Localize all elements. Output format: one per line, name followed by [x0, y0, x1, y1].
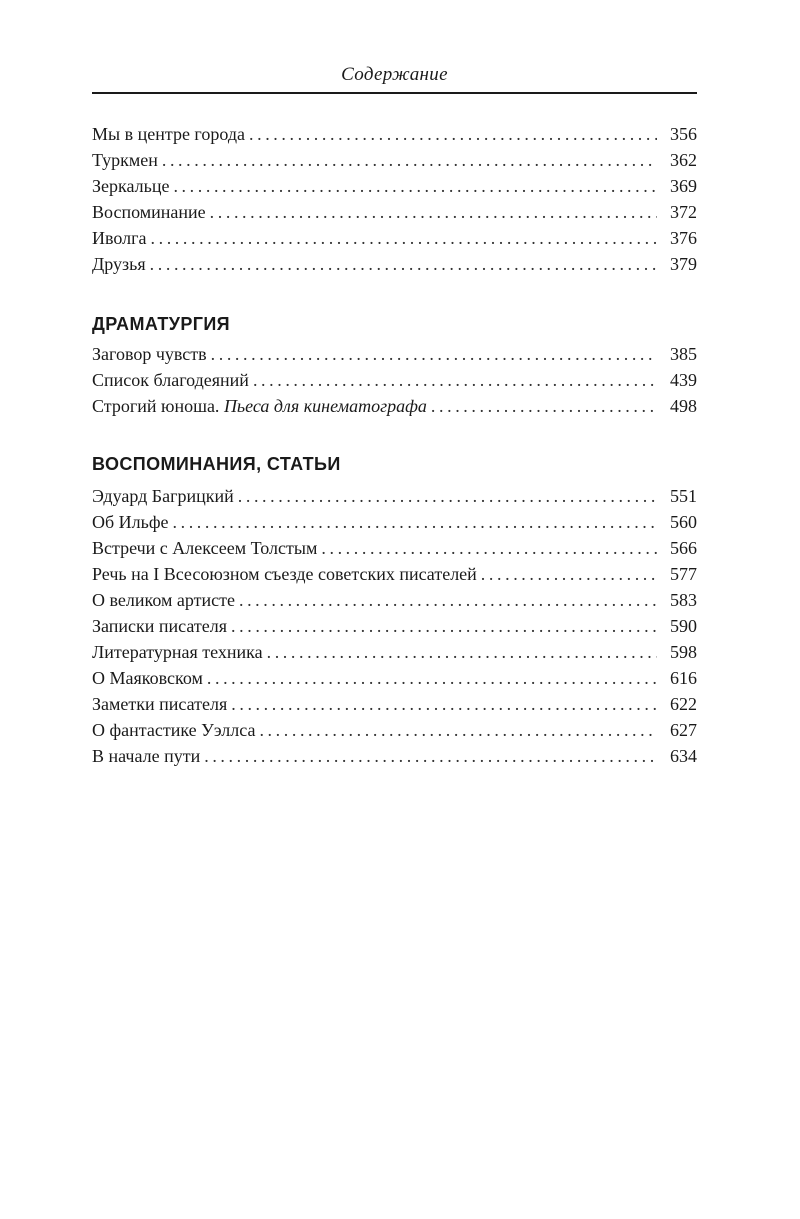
section-heading-drama: ДРАМАТУРГИЯ: [92, 314, 231, 334]
toc-entry-page: 560: [670, 512, 697, 532]
dot-leader: [231, 613, 657, 639]
toc-entry-title: О фантастике Уэллса: [92, 720, 256, 740]
toc-entry-title: Эдуард Багрицкий: [92, 486, 234, 506]
toc-entry-title: Список благодеяний: [92, 370, 249, 390]
toc-entry-title: Встречи с Алексеем Толстым: [92, 538, 318, 558]
toc-entry-title: Воспоминание: [92, 202, 206, 222]
toc-entry[interactable]: [92, 147, 697, 173]
running-head: Содержание: [341, 64, 448, 85]
toc-entry-page: 372: [670, 202, 697, 222]
toc-entry[interactable]: [92, 691, 697, 717]
toc-entry-title: Друзья: [92, 254, 146, 274]
toc-entry-page: 627: [670, 720, 697, 740]
toc-entry-page: 439: [670, 370, 697, 390]
toc-entry-title: О Маяковском: [92, 668, 203, 688]
dot-leader: [210, 199, 657, 225]
toc-entry-page: 379: [670, 254, 697, 274]
toc-list-memoirs: [92, 483, 697, 769]
section-heading-memoirs: ВОСПОМИНАНИЯ, СТАТЬИ: [92, 454, 341, 474]
toc-entry-page: 616: [670, 668, 697, 688]
toc-entry-page: 369: [670, 176, 697, 196]
toc-entry-page: 551: [670, 486, 697, 506]
toc-entry[interactable]: [92, 225, 697, 251]
toc-entry[interactable]: [92, 639, 697, 665]
toc-entry-page: 376: [670, 228, 697, 248]
toc-entry-title: Об Ильфе: [92, 512, 169, 532]
toc-entry[interactable]: [92, 173, 697, 199]
toc-entry-title: Речь на I Всесоюзном съезде советских писателей: [92, 564, 477, 584]
toc-entry-page: 356: [670, 124, 697, 144]
dot-leader: [249, 121, 657, 147]
toc-entry[interactable]: [92, 561, 697, 587]
toc-entry-title: Мы в центре города: [92, 124, 245, 144]
toc-entry[interactable]: [92, 587, 697, 613]
toc-entry-title: В начале пути: [92, 746, 201, 766]
toc-entry[interactable]: [92, 509, 697, 535]
toc-entry[interactable]: [92, 393, 697, 419]
toc-entry[interactable]: [92, 121, 697, 147]
toc-entry-title: Строгий юноша. Пьеса для кинематографа: [92, 396, 427, 416]
toc-entry[interactable]: [92, 483, 697, 509]
toc-entry-title: Туркмен: [92, 150, 158, 170]
toc-entry[interactable]: [92, 535, 697, 561]
toc-entry[interactable]: [92, 341, 697, 367]
toc-entry-subtitle: Пьеса для кинематографа: [223, 396, 427, 416]
toc-entry-page: 577: [670, 564, 697, 584]
dot-leader: [173, 173, 657, 199]
dot-leader: [239, 587, 657, 613]
dot-leader: [431, 393, 657, 419]
dot-leader: [211, 341, 657, 367]
dot-leader: [238, 483, 657, 509]
toc-entry-page: 566: [670, 538, 697, 558]
dot-leader: [204, 743, 657, 769]
dot-leader: [259, 717, 657, 743]
dot-leader: [267, 639, 657, 665]
toc-entry-page: 598: [670, 642, 697, 662]
toc-entry[interactable]: [92, 665, 697, 691]
toc-entry[interactable]: [92, 717, 697, 743]
toc-entry[interactable]: [92, 743, 697, 769]
toc-entry-page: 622: [670, 694, 697, 714]
toc-entry-title: Заметки писателя: [92, 694, 228, 714]
toc-entry[interactable]: [92, 367, 697, 393]
toc-list-stories: [92, 121, 697, 277]
dot-leader: [162, 147, 657, 173]
header-rule: [92, 92, 697, 94]
toc-entry-page: 385: [670, 344, 697, 364]
dot-leader: [207, 665, 657, 691]
toc-entry-page: 498: [670, 396, 697, 416]
toc-entry[interactable]: [92, 613, 697, 639]
toc-entry-title: Записки писателя: [92, 616, 228, 636]
toc-entry-title: Заговор чувств: [92, 344, 207, 364]
toc-list-drama: [92, 341, 697, 419]
dot-leader: [231, 691, 657, 717]
toc-entry-title: Литературная техника: [92, 642, 263, 662]
toc-entry-page: 590: [670, 616, 697, 636]
toc-entry-title: Иволга: [92, 228, 147, 248]
dot-leader: [321, 535, 657, 561]
toc-entry-page: 362: [670, 150, 697, 170]
dot-leader: [481, 561, 657, 587]
toc-entry-title: О великом артисте: [92, 590, 235, 610]
dot-leader: [151, 225, 658, 251]
toc-entry-page: 583: [670, 590, 697, 610]
dot-leader: [253, 367, 657, 393]
toc-entry[interactable]: [92, 199, 697, 225]
dot-leader: [150, 251, 657, 277]
dot-leader: [173, 509, 658, 535]
toc-entry[interactable]: [92, 251, 697, 277]
toc-entry-page: 634: [670, 746, 697, 766]
toc-entry-title: Зеркальце: [92, 176, 170, 196]
